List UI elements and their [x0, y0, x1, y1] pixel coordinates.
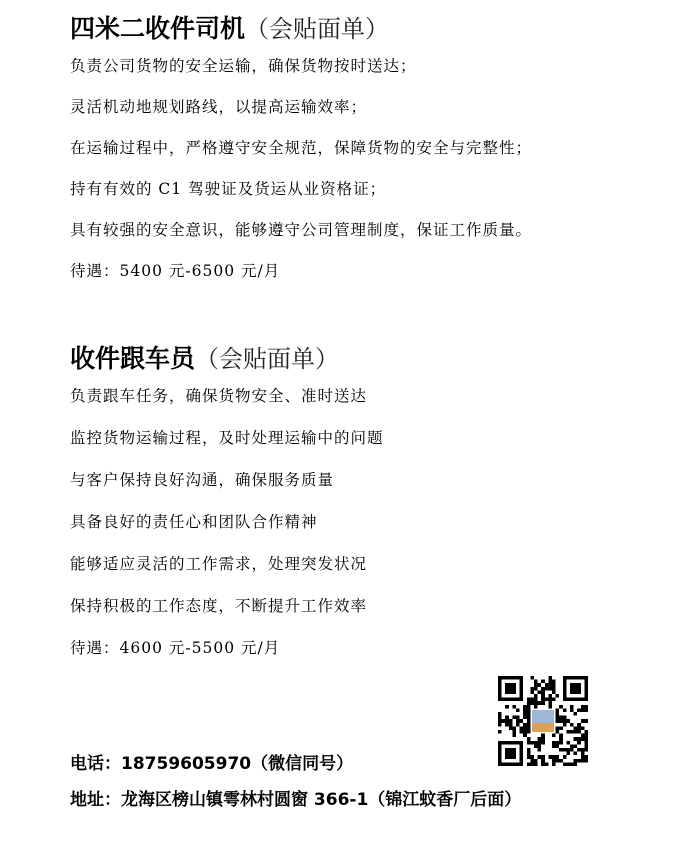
duty-item: 持有有效的 C1 驾驶证及货运从业资格证；	[70, 180, 387, 198]
phone-number: 电话：18759605970（微信同号）	[70, 754, 354, 774]
salary-text: 待遇：4600 元-5500 元/月	[70, 639, 281, 657]
job-title-courier	[70, 344, 384, 374]
job-title-text: 收件跟车员	[70, 344, 196, 373]
qr-code-icon	[498, 676, 588, 766]
duty-item: 具有较强的安全意识，能够遵守公司管理制度，保证工作质量。	[70, 221, 533, 239]
job-title-driver	[70, 14, 532, 44]
job-title-text: 四米二收件司机	[70, 14, 246, 43]
salary-text: 待遇：5400 元-6500 元/月	[70, 262, 281, 280]
duty-item: 保持积极的工作态度，不断提升工作效率	[70, 597, 368, 615]
duty-item: 在运输过程中，严格遵守安全规范，保障货物的安全与完整性；	[70, 139, 533, 157]
job-section-courier	[70, 344, 384, 680]
duty-item: 与客户保持良好沟通，确保服务质量	[70, 471, 335, 489]
job-section-driver	[70, 14, 532, 302]
duty-item: 监控货物运输过程，及时处理运输中的问题	[70, 429, 384, 447]
address: 地址：龙海区榜山镇雩林村圆窗 366-1（锦江蚊香厂后面）	[70, 790, 522, 810]
duty-item: 负责跟车任务，确保货物安全、准时送达	[70, 387, 368, 405]
job-title-note: （会贴面单）	[245, 15, 390, 43]
duty-item: 负责公司货物的安全运输，确保货物按时送达；	[70, 57, 417, 75]
qr-center-photo	[530, 708, 555, 733]
duty-item: 能够适应灵活的工作需求，处理突发状况	[70, 555, 368, 573]
duty-item: 灵活机动地规划路线，以提高运输效率；	[70, 98, 368, 116]
duty-item: 具备良好的责任心和团队合作精神	[70, 513, 318, 531]
job-title-note: （会贴面单）	[195, 345, 340, 373]
